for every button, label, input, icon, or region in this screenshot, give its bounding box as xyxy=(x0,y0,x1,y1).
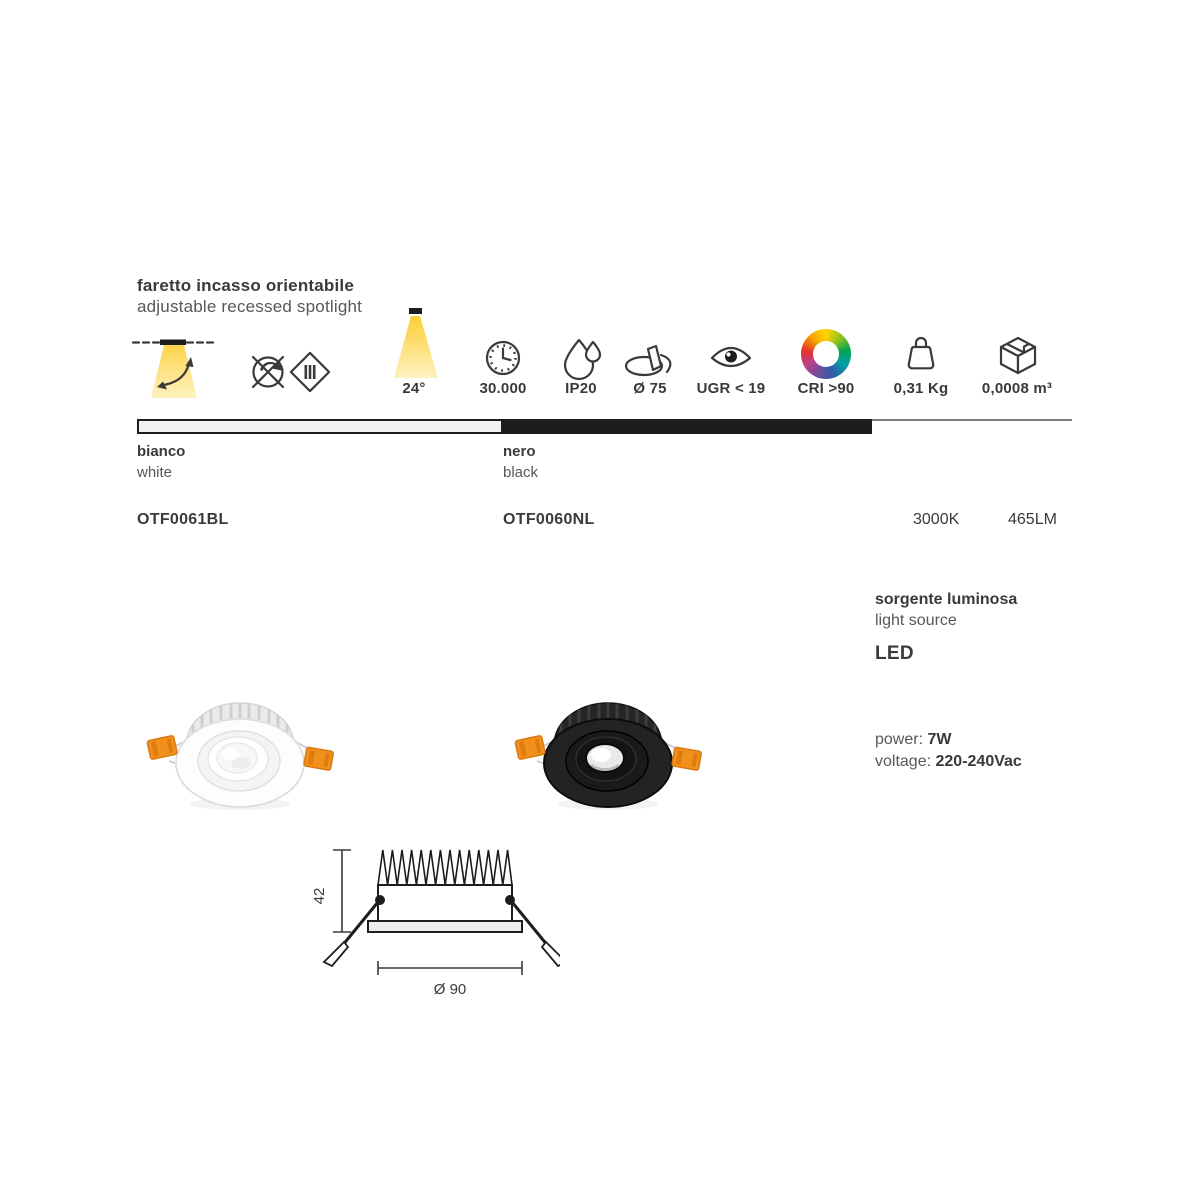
product-code-white: OTF0061BL xyxy=(137,511,229,528)
finish-name-bianco: bianco xyxy=(137,443,186,460)
weight-icon xyxy=(901,333,941,381)
class-iii-icon xyxy=(289,351,331,393)
ugr-label: UGR < 19 xyxy=(696,380,766,397)
spring-clip-right xyxy=(304,747,334,770)
ip-drop-icon xyxy=(560,334,604,382)
diameter-dimension-value: Ø 90 xyxy=(433,981,467,998)
drawing-body xyxy=(378,885,512,921)
cri-label: CRI >90 xyxy=(797,380,855,397)
spring-clip-left xyxy=(515,735,545,759)
drawing-clip-right xyxy=(512,902,560,966)
cri-color-wheel-icon xyxy=(801,329,851,379)
cutout-label: Ø 75 xyxy=(633,380,667,397)
height-dimension-line xyxy=(333,850,351,932)
voltage-row xyxy=(875,753,1022,771)
volume-label: 0,0008 m³ xyxy=(981,380,1053,397)
power-label: power: xyxy=(875,731,924,748)
voltage-label: voltage: xyxy=(875,753,932,770)
product-photo-white-spotlight xyxy=(135,685,347,813)
cutout-hole-icon xyxy=(623,339,677,381)
drawing-heatsink-fins xyxy=(378,850,512,885)
finish-bar-extension-line xyxy=(872,419,1072,421)
light-source-value: LED xyxy=(875,643,914,664)
finish-name-nero: nero xyxy=(503,443,536,460)
spring-clip-left xyxy=(147,735,177,759)
non-dimmable-icon xyxy=(245,349,291,395)
light-source-label-english: light source xyxy=(875,612,957,629)
drawing-clip-left xyxy=(324,902,378,966)
product-photo-black-spotlight xyxy=(503,685,715,813)
light-source-label-italian: sorgente luminosa xyxy=(875,591,1018,608)
technical-drawing xyxy=(300,838,560,998)
finish-swatch-white xyxy=(137,419,503,434)
ip-rating-label: IP20 xyxy=(565,380,597,397)
lifetime-label: 30.000 xyxy=(479,380,527,397)
product-title-italian: faretto incasso orientabile xyxy=(137,276,355,295)
beam-angle-label: 24° xyxy=(402,380,426,397)
beam-angle-icon xyxy=(393,308,439,380)
luminous-flux-value: 465LM xyxy=(1008,511,1057,528)
product-code-black: OTF0060NL xyxy=(503,511,595,528)
glare-eye-icon xyxy=(708,344,754,372)
finish-swatch-black xyxy=(503,419,872,434)
finish-name-white: white xyxy=(137,464,173,481)
diameter-dimension-line xyxy=(378,961,522,975)
spring-clip-right xyxy=(672,747,702,770)
adjustable-recessed-beam-icon xyxy=(131,336,215,402)
lifetime-clock-icon xyxy=(482,337,524,379)
finish-name-black: black xyxy=(503,464,539,481)
color-temperature-value: 3000K xyxy=(913,511,960,528)
power-row xyxy=(875,731,951,749)
drawing-flange xyxy=(368,921,522,932)
weight-label: 0,31 Kg xyxy=(893,380,949,397)
power-value: 7W xyxy=(927,731,952,748)
voltage-value: 220-240Vac xyxy=(935,753,1022,770)
height-dimension-value: 42 xyxy=(311,887,328,905)
product-title-english: adjustable recessed spotlight xyxy=(137,297,363,316)
packaging-box-icon xyxy=(994,334,1042,380)
